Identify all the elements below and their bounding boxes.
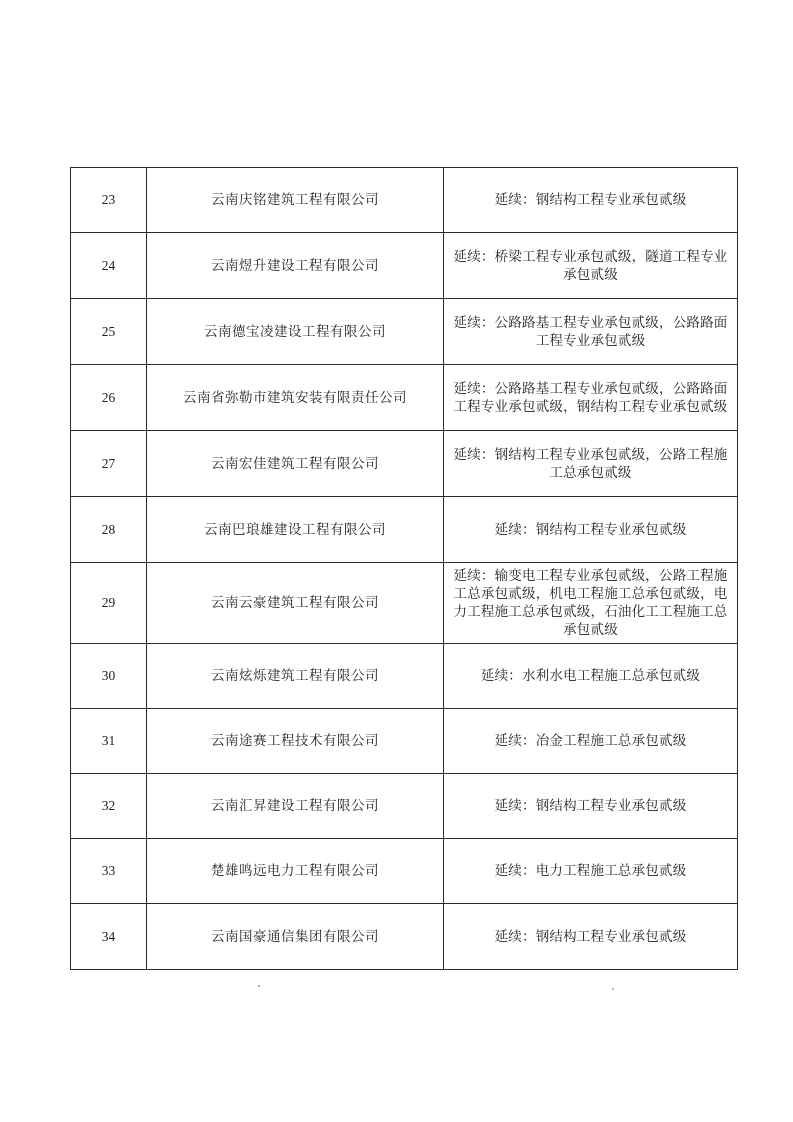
company-name: 云南途赛工程技术有限公司 [147,709,444,774]
qualification-text: 延续：公路路基工程专业承包贰级，公路路面工程专业承包贰级，钢结构工程专业承包贰级 [444,365,738,431]
qualification-text: 延续：水利水电工程施工总承包贰级 [444,644,738,709]
scan-speck [612,988,614,990]
row-number: 30 [71,644,147,709]
qualification-text: 延续：输变电工程专业承包贰级，公路工程施工总承包贰级，机电工程施工总承包贰级，电力工程施工总承包贰级，石油化工工程施工总承包贰级 [444,563,738,644]
company-name: 云南巴琅雄建设工程有限公司 [147,497,444,563]
qualification-text: 延续：桥梁工程专业承包贰级，隧道工程专业承包贰级 [444,233,738,299]
row-number: 34 [71,904,147,970]
company-name: 云南汇昇建设工程有限公司 [147,774,444,839]
row-number: 26 [71,365,147,431]
company-name: 云南宏佳建筑工程有限公司 [147,431,444,497]
company-name: 云南德宝凌建设工程有限公司 [147,299,444,365]
company-name: 楚雄鸣远电力工程有限公司 [147,839,444,904]
company-name: 云南国豪通信集团有限公司 [147,904,444,970]
row-number: 28 [71,497,147,563]
row-number: 29 [71,563,147,644]
row-number: 23 [71,168,147,233]
table-row [71,365,738,431]
qualification-text: 延续：公路路基工程专业承包贰级，公路路面工程专业承包贰级 [444,299,738,365]
company-name: 云南炫烁建筑工程有限公司 [147,644,444,709]
table-row [71,644,738,709]
table-row [71,497,738,563]
company-name: 云南庆铭建筑工程有限公司 [147,168,444,233]
qualification-text: 延续：钢结构工程专业承包贰级 [444,904,738,970]
table-row [71,904,738,970]
table-row [71,431,738,497]
row-number: 32 [71,774,147,839]
row-number: 31 [71,709,147,774]
qualification-text: 延续：钢结构工程专业承包贰级，公路工程施工总承包贰级 [444,431,738,497]
row-number: 33 [71,839,147,904]
qualification-text: 延续：钢结构工程专业承包贰级 [444,497,738,563]
qualification-text: 延续：冶金工程施工总承包贰级 [444,709,738,774]
company-name: 云南煜升建设工程有限公司 [147,233,444,299]
table-row [71,563,738,644]
table-row [71,709,738,774]
table-row [71,233,738,299]
row-number: 24 [71,233,147,299]
qualification-table [70,167,738,970]
qualification-text: 延续：电力工程施工总承包贰级 [444,839,738,904]
row-number: 27 [71,431,147,497]
table-row [71,299,738,365]
scan-speck [258,985,260,987]
qualification-text: 延续：钢结构工程专业承包贰级 [444,168,738,233]
row-number: 25 [71,299,147,365]
qualification-text: 延续：钢结构工程专业承包贰级 [444,774,738,839]
table-row [71,774,738,839]
company-name: 云南云豪建筑工程有限公司 [147,563,444,644]
company-name: 云南省弥勒市建筑安装有限责任公司 [147,365,444,431]
table-row [71,839,738,904]
table-row [71,168,738,233]
